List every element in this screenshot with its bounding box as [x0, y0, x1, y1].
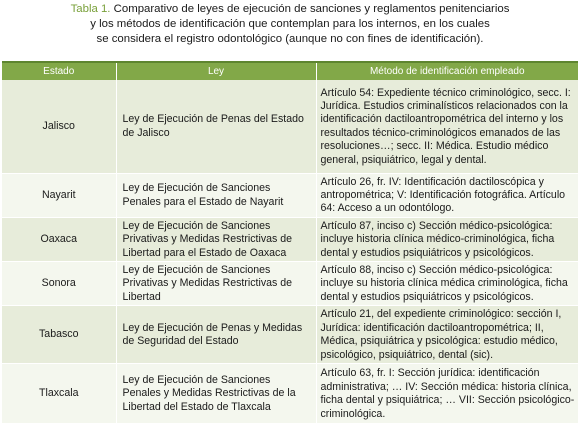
cell-metodo: Artículo 63, fr. I: Sección jurídica: identificación administrativa; … IV: Sección médica: historia clínica, ficha dental y psiquiátrica; … VII: Sección psicológico-criminológica.	[316, 364, 578, 424]
table-row	[2, 80, 578, 173]
cell-metodo: Artículo 21, del expediente criminológico: sección I, Jurídica: identificación dactiloantropométrica; II, Médica, psiquiátrica y psicológica: estudio médico, psicológico, psiquiátrico, dental (sic).	[316, 306, 578, 364]
cell-ley: Ley de Ejecución de Penas del Estado de Jalisco	[116, 80, 316, 173]
caption-line-3: se considera el registro odontológico (aunque no con fines de identificación).	[96, 33, 484, 46]
caption-line-2: y los métodos de identificación que contemplan para los internos, en los cuales	[90, 18, 490, 31]
cell-estado: Jalisco	[2, 80, 116, 173]
caption-text-1: Comparativo de leyes de ejecución de sanciones y reglamentos penitenciarios	[113, 3, 510, 15]
table-caption	[0, 2, 580, 48]
cell-ley: Ley de Ejecución de Sanciones Penales y Medidas Restrictivas de la Libertad del Estado de Tlaxcala	[116, 364, 316, 424]
table-row	[2, 173, 578, 217]
table-row	[2, 261, 578, 305]
cell-ley: Ley de Ejecución de Penas y Medidas de Seguridad del Estado	[116, 306, 316, 364]
cell-metodo: Artículo 88, inciso c) Sección médico-psicológica: incluye su historia clínica médica criminológica, ficha dental y estudios psiquiátricos y psicológicos.	[316, 261, 578, 305]
cell-estado: Tlaxcala	[2, 364, 116, 424]
table-row	[2, 364, 578, 424]
cell-estado: Tabasco	[2, 306, 116, 364]
cell-metodo: Artículo 87, inciso c) Sección médico-psicológica: incluye historia clínica médico-criminológica, ficha dental y estudios psiquiátricos y psicológicos.	[316, 217, 578, 261]
table-row	[2, 217, 578, 261]
cell-estado: Sonora	[2, 261, 116, 305]
column-header-ley: Ley	[116, 63, 316, 80]
cell-metodo: Artículo 54: Expediente técnico criminológico, secc. I: Jurídica. Estudios criminalísticos relacionados con la identificación dactiloantropométrica del interno y los resultados técnico-criminológicos emanados de las resoluciones…; secc. II: Médica. Estudio médico general, psiquiátrico, legal y dental.	[316, 80, 578, 173]
table-header-row	[2, 63, 578, 80]
cell-metodo: Artículo 26, fr. IV: Identificación dactiloscópica y antropométrica; V: Identificación fotográfica. Artículo 64: Acceso a un odontólogo.	[316, 173, 578, 217]
comparison-table	[2, 63, 578, 424]
caption-tag: Tabla 1.	[70, 3, 111, 15]
table-row	[2, 306, 578, 364]
cell-estado: Nayarit	[2, 173, 116, 217]
cell-ley: Ley de Ejecución de Sanciones Penales para el Estado de Nayarit	[116, 173, 316, 217]
caption-line-1	[0, 2, 580, 17]
cell-ley: Ley de Ejecución de Sanciones Privativas y Medidas Restrictivas de Libertad para el Estado de Oaxaca	[116, 217, 316, 261]
cell-ley: Ley de Ejecución de Sanciones Privativas y Medidas Restrictivas de Libertad	[116, 261, 316, 305]
cell-estado: Oaxaca	[2, 217, 116, 261]
column-header-estado: Estado	[2, 63, 116, 80]
column-header-metodo: Método de identificación empleado	[316, 63, 578, 80]
